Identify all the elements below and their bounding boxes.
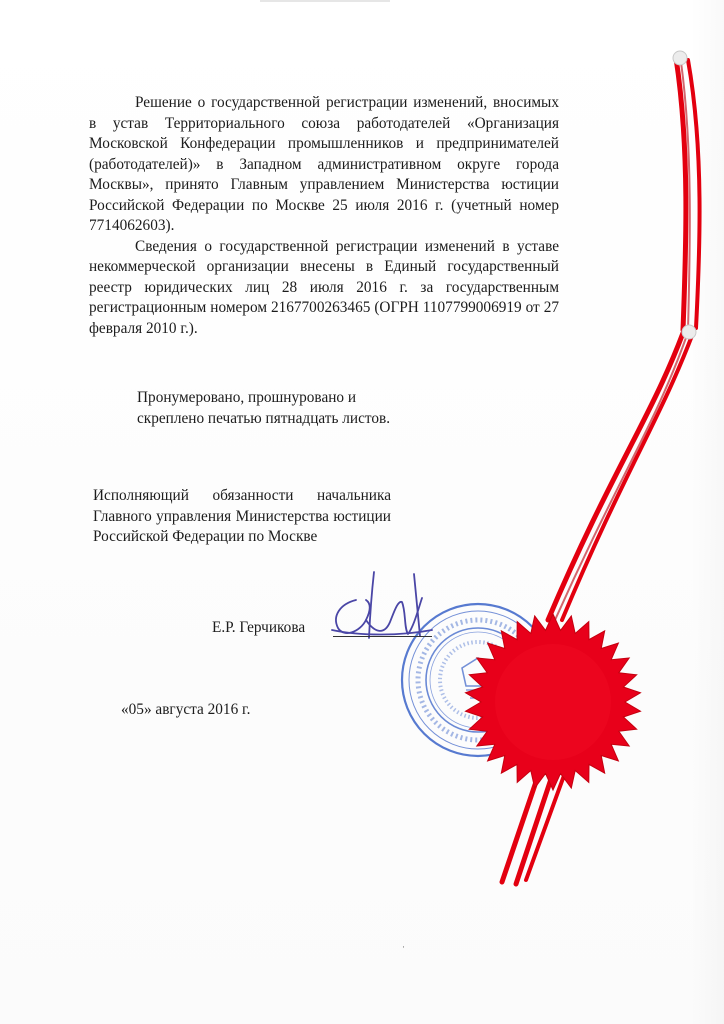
signatory-position: Исполняющий обязанности начальника Главного управления Министерства юстиции Российской Федерации по Москве — [93, 487, 391, 545]
certification-line-2: скреплено печатью пятнадцать листов. — [137, 409, 391, 427]
signature-line — [333, 636, 432, 637]
document-date: «05» августа 2016 г. — [121, 701, 251, 718]
certification-line-1: Пронумеровано, прошнуровано и — [137, 389, 357, 406]
registration-decision-paragraph: Решение о государственной регистрации изменений, вносимых в устав Территориального союза работодателей «Организация Московской Конфедерации промышленников и предпринимателей (работодателей)» в Западном административном округе города Москвы», принято Главным управлением Министерства юстиции Российской Федерации по Москве 25 июля 2016 г. (учетный номер 7714062603). — [89, 94, 559, 234]
signatory-name: Е.Р. Герчикова — [212, 619, 306, 636]
signature-row — [212, 618, 432, 642]
wax-seal-icon — [466, 614, 641, 790]
registry-entry-paragraph: Сведения о государственной регистрации изменений в уставе некоммерческой организации внесены в Единый государственный реестр юридических лиц 28 июля 2016 г. за государственным регистрационным номером 2167700263465 (ОГРН 1107799006919 от 27 февраля 2010 г.). — [89, 237, 559, 337]
paper-speck: · — [402, 942, 405, 952]
